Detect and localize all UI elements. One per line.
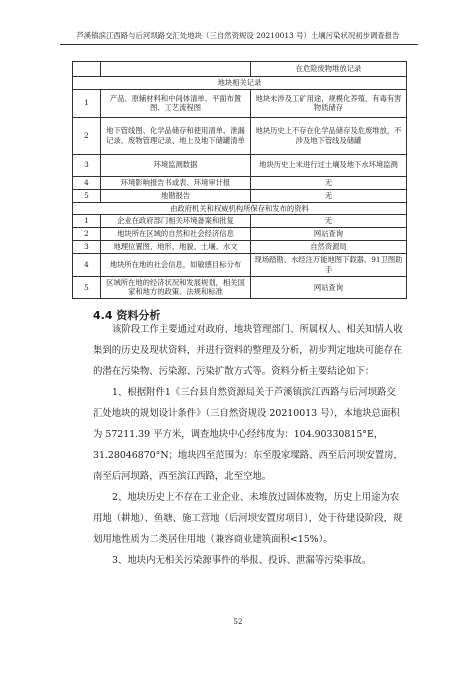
row-item: 地勘报告	[101, 189, 251, 202]
section-row-title: 地块相关记录	[73, 77, 407, 90]
table-row	[73, 241, 407, 254]
row-number: 1	[73, 89, 101, 117]
row-number: 5	[73, 276, 101, 299]
table-row	[73, 89, 407, 117]
row-number: 5	[73, 189, 101, 202]
page-number: 52	[233, 618, 243, 626]
row-value: 自然资源局	[251, 241, 407, 254]
paragraph-3: 3、地块内无相关污染源事件的举报、投诉、泄漏等污染事故。	[112, 555, 372, 566]
table-row	[73, 154, 407, 176]
row-value: 网站查询	[251, 228, 407, 241]
row-value: 地块历史上未进行过土壤及地下水环境监测	[251, 154, 407, 176]
section-title: 4.4 资料分析	[93, 309, 161, 322]
header-rule	[60, 44, 418, 45]
row-item: 区域所在地的经济状况和发展规划，相关国家和地方的政策、法规和标准	[101, 276, 251, 299]
table-row	[73, 189, 407, 202]
row-number: 3	[73, 241, 101, 254]
row-item: 环境影响报告书或表、环境审计报	[101, 176, 251, 189]
table-row	[73, 228, 407, 241]
row-item: 地块所在区域的自然和社会经济信息	[101, 228, 251, 241]
row-value: 无	[251, 215, 407, 228]
row-number	[73, 62, 101, 77]
row-number: 2	[73, 117, 101, 154]
table-row	[73, 176, 407, 189]
section-row-title: 由政府机关和权威机构所保存和发布的资料	[73, 202, 407, 215]
table-row	[73, 117, 407, 154]
table-row	[73, 253, 407, 276]
row-item: 环境监测数据	[101, 154, 251, 176]
table-section-header	[73, 202, 407, 215]
row-item: 地块所在地的社会信息，如敏感目标分布	[101, 253, 251, 276]
row-number: 1	[73, 215, 101, 228]
row-value: 无	[251, 189, 407, 202]
row-item: 企业在政府部门相关环境备案和批复	[101, 215, 251, 228]
row-value: 现场踏勘、水经注万能地图下载器、91卫图助手	[251, 253, 407, 276]
row-number: 4	[73, 176, 101, 189]
table-row	[73, 276, 407, 299]
paragraph-2: 2、地块历史上不存在工业企业、未堆放过固体废物，历史上用途为农用地（耕地）、鱼塘、施工营地（后河坝安置房项目），处于待建设阶段，规划用地性质为二类居住用地（兼容商业建筑面积<15%）。	[93, 492, 403, 545]
row-value: 地块历史上不存在化学品储存及危废堆放，不涉及地下管线及储罐	[251, 117, 407, 154]
table-section-header	[73, 77, 407, 90]
row-item: 地下管线图、化学品储存和使用清单、泄漏记录、废物管理记录、地上及地下储罐清单	[101, 117, 251, 154]
table-row	[73, 215, 407, 228]
row-value: 地块未涉及工矿用途，规模化养殖、有毒有害物质储存	[251, 89, 407, 117]
data-table	[72, 61, 407, 299]
row-value: 网站查询	[251, 276, 407, 299]
row-number: 3	[73, 154, 101, 176]
row-item: 产品、原辅材料和中间体清单、平面布置图、工艺流程图	[101, 89, 251, 117]
row-number: 2	[73, 228, 101, 241]
paragraph-intro: 该阶段工作主要通过对政府、地块管理部门、所属权人、相关知情人收集到的历史及现状资料，并进行资料的整理及分析，初步判定地块可能存在的潜在污染物、污染源、污染扩散方式等。资料分析主要结论如下：	[93, 324, 403, 377]
table-row	[73, 62, 407, 77]
row-item	[101, 62, 251, 77]
row-number: 4	[73, 253, 101, 276]
paragraph-1: 1、根据附件1《三台县自然资源局关于芦溪镇滨江西路与后河坝路交汇处地块的规划设计条件》（三自然资规设 20210013 号），本地块总面积为 57211.39 平方米，调查地块中心经纬度为：104.90330815°E，31.28046870°N；地块四至范围为：东至殷家墚路、西至后河坝安置房，南至后河坝路，西至滨江西路，北至空地。	[93, 387, 403, 482]
page-header: 芦溪镇滨江西路与后河坝路交汇处地块（三自然资规设 20210013 号）土壤污染状况初步调查报告	[76, 31, 400, 40]
row-value: 在危险废物堆放记录	[251, 62, 407, 77]
row-item: 地理位置图、地形、地貌、土壤、水文	[101, 241, 251, 254]
row-value: 无	[251, 176, 407, 189]
